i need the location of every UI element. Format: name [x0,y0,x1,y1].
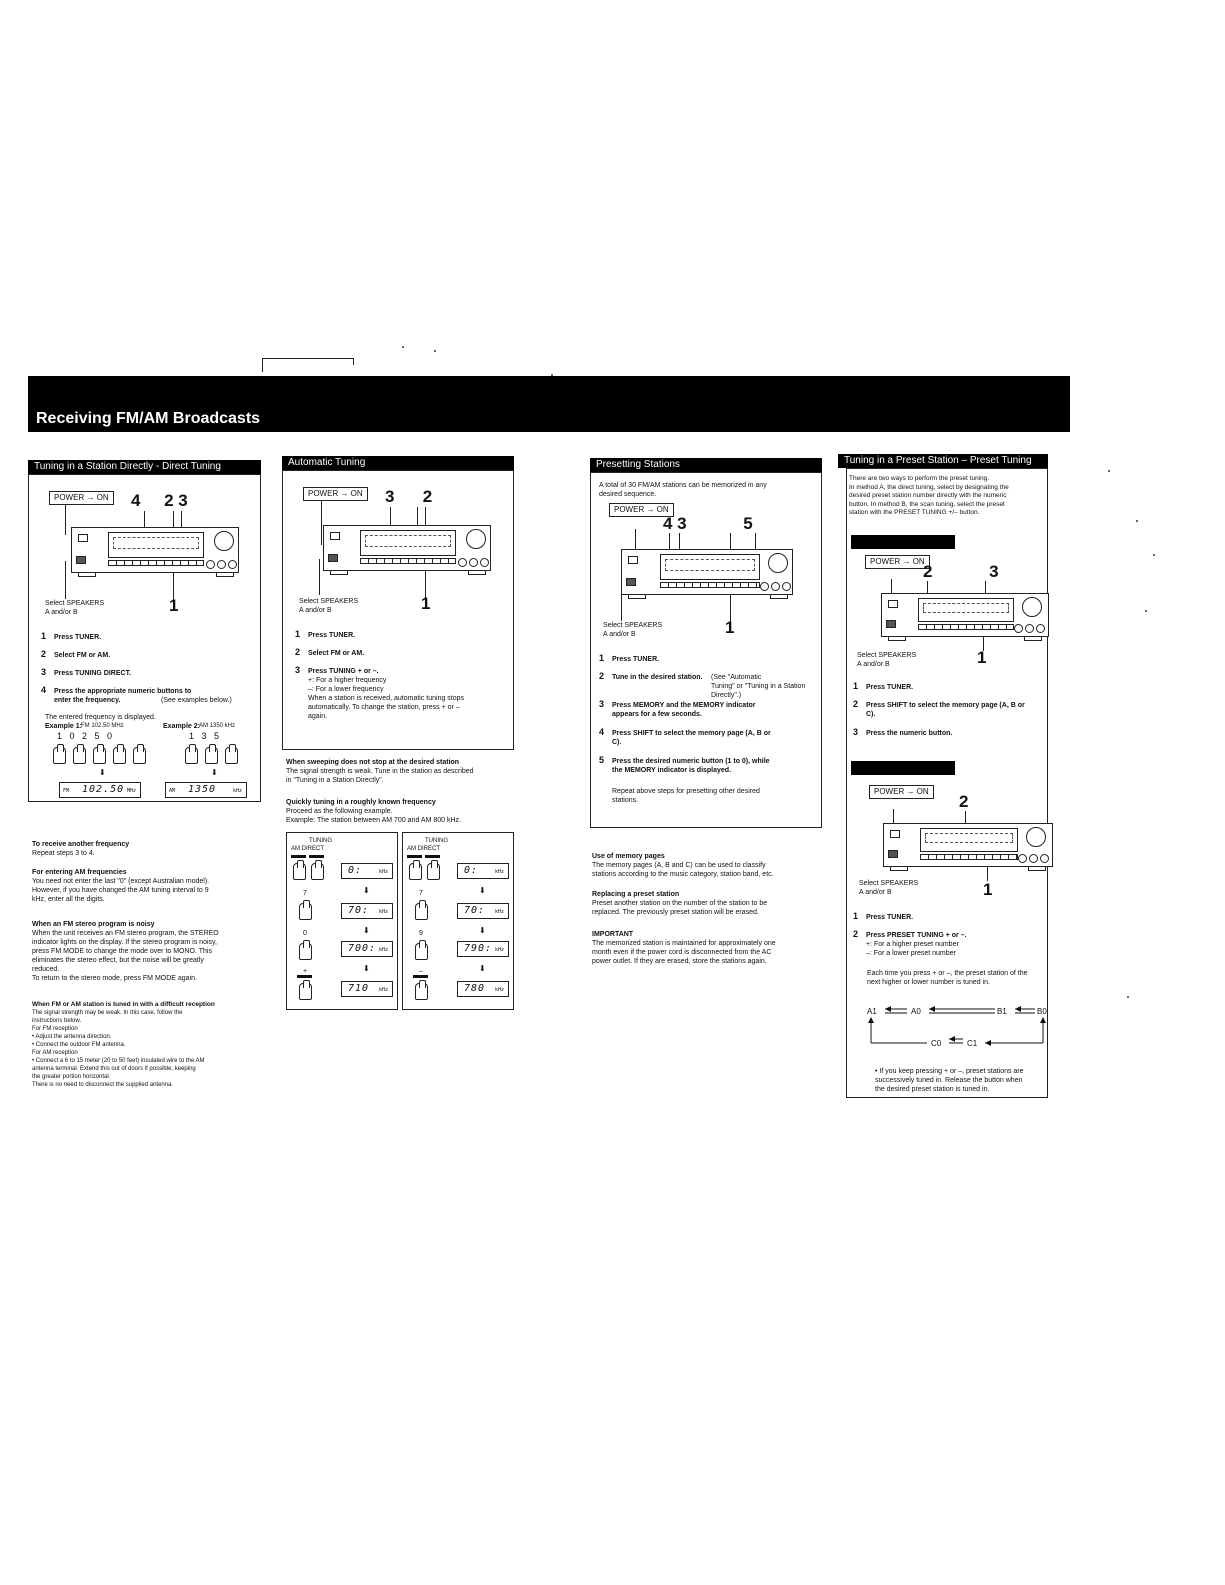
use-text: The memory pages (A, B and C) can be used to classify stations according to the music category, station band, etc. [592,862,774,878]
preset-a0: A0 [911,1007,921,1016]
method-b-step-1: 1 Press TUNER. [853,911,914,921]
tuning-label: TUNING [309,838,332,844]
callout-bottom: 1 [421,594,431,613]
step-3: 3 Press TUNING DIRECT. [41,667,132,677]
preset-panel [590,472,822,828]
leader-line [321,501,322,545]
note-difficult-title: When FM or AM station is tuned in with a difficult reception [32,1001,215,1008]
preset-c1: C1 [967,1039,978,1048]
method-b-speakers-label: Select SPEAKERS A and/or B [859,880,919,896]
receiver-illustration [883,823,1053,867]
example2-display: AM 1350 kHz [165,782,247,798]
example2-digits: 1 3 5 [189,731,220,741]
receiver-illustration [621,549,793,595]
leader-line [319,559,320,595]
finger-icon [113,747,126,764]
page-title: Receiving FM/AM Broadcasts [36,410,261,427]
speakers-label: Select SPEAKERS A and/or B [45,600,105,616]
scan-speck [1108,470,1110,472]
presettune-intro: There are two ways to perform the preset tuning. In method A, the direct tuning, select by designating the desired preset station number directly with the numeric button. In method B, the scan tuning, select the preset station with the PRESET TUNING +/– button. [849,475,1009,516]
finger-icon [415,943,428,960]
important-title: IMPORTANT [592,931,634,938]
auto-heading: Automatic Tuning [282,456,514,470]
scan-speck [434,350,436,352]
preset-b1: B1 [997,1007,1007,1016]
preset-b0: B0 [1037,1007,1047,1016]
finger-icon [311,863,324,880]
arrow-down-icon: ⬇ [99,768,106,777]
preset-intro: A total of 30 FM/AM stations can be memorized in any desired sequence. [599,482,767,498]
power-label: POWER → ON [609,503,674,517]
finger-icon [415,903,428,920]
example1-value: FM 102.50 MHz [81,723,124,729]
key-label: + [303,968,308,975]
arrow-down-icon: ⬇ [363,964,370,973]
note-difficult-text: The signal strength may be weak. In this case, follow the instructions below. For FM reception • Adjust the antenna direction. • Connect the outdoor FM antenna. For AM reception • Connect a 6 to 15 meter (20 to 50 feet) insulated wire to the AM antenna terminal. Extend this out of doors if possible, keeping the greater portion horizontal. There is no need to disconnect the supplied antenna. [32,1010,205,1088]
method-a-callout-bottom: 1 [977,648,987,667]
lcd-display: 70: kHz [341,903,393,919]
note-noisy-title: When an FM stereo program is noisy [32,921,155,928]
finger-icon [73,747,86,764]
power-label: POWER → ON [49,491,114,505]
each-time-note: Each time you press + or –, the preset station of the next higher or lower number is tuned in. [867,970,1028,986]
scan-speck [1136,520,1138,522]
sweep-text: The signal strength is weak. Tune in the station as described in "Tuning in a Station Directly". [286,768,474,784]
key-label: 0 [303,930,307,937]
arrow-down-icon: ⬇ [479,886,486,895]
finger-icon [299,903,312,920]
quick-text: Proceed as the following example. Example: The station between AM 700 and AM 800 kHz. [286,808,461,824]
preset-cycle-diagram [867,1001,1047,1053]
power-label: POWER → ON [869,785,934,799]
callout-bottom: 1 [169,596,179,615]
finger-icon [299,943,312,960]
preset-c0: C0 [931,1039,942,1048]
key-label: 7 [419,890,423,897]
lcd-display: 0: kHz [457,863,509,879]
note-another-title: To receive another frequency [32,841,130,848]
callout-top: 4 2 3 [131,491,188,510]
preset-a1: A1 [867,1007,877,1016]
finger-icon [205,747,218,764]
step-1: 1 Press TUNER. [599,653,660,663]
finger-icon [427,863,440,880]
page-banner [28,376,1070,432]
am-direct-label: AM DIRECT [291,846,324,852]
lcd-display: 0: kHz [341,863,393,879]
direct-heading: Tuning in a Station Directly - Direct Tuning [28,460,261,474]
power-label: POWER → ON [303,487,368,501]
repeat-note: Repeat above steps for presetting other desired stations. [612,788,760,804]
method-b-step-2: 2 Press PRESET TUNING + or –. +: For a higher preset number –: For a lower preset number [853,929,967,957]
lcd-display: 780 kHz [457,981,509,997]
callout-top: 4 3 5 [663,514,753,533]
note-another-text: Repeat steps 3 to 4. [32,850,95,857]
scan-mark [262,358,354,372]
lcd-display: 70: kHz [457,903,509,919]
leader-line [621,583,622,621]
sweep-title: When sweeping does not stop at the desired station [286,759,460,766]
method-a-callout-top: 2 3 [923,562,999,581]
scan-speck [1153,554,1155,556]
method-b-callout-bottom: 1 [983,880,993,899]
power-label: POWER → ON [865,555,930,569]
use-title: Use of memory pages [592,853,665,860]
step-2: 2 Select FM or AM. [295,647,365,657]
step-1: 1 Press TUNER. [295,629,356,639]
arrow-down-icon: ⬇ [479,964,486,973]
step-2: 2 Select FM or AM. [41,649,111,659]
presettune-heading: Tuning in a Preset Station – Preset Tuning [838,454,1048,468]
preset-heading: Presetting Stations [590,458,822,472]
note-noisy-text: When the unit receives an FM stereo program, the STEREO indicator lights on the display. If the stereo program is noisy, press FM MODE to change the mode over to MONO. This eliminates the stereo effect, but the noise will be greatly reduced. To return to the stereo mode, press FM MODE again. [32,930,219,982]
sequence-left [286,832,398,1010]
callout-bottom: 1 [725,618,735,637]
arrow-down-icon: ⬇ [363,886,370,895]
am-direct-label: AM DIRECT [407,846,440,852]
replace-text: Preset another station on the number of the station to be replaced. The previously preset station will be erased. [592,900,768,916]
step-3: 3 Press MEMORY and the MEMORY indicator appears for a few seconds. [599,699,756,718]
method-a-step-1: 1 Press TUNER. [853,681,914,691]
method-b-callout-top: 2 [959,792,969,811]
method-a-step-2: 2 Press SHIFT to select the memory page (A, B or C). [853,699,1025,718]
method-a-bar [851,535,955,549]
speakers-label: Select SPEAKERS A and/or B [603,622,663,638]
method-b-bar [851,761,955,775]
finger-icon [415,983,428,1000]
example2-value: AM 1350 kHz [199,723,236,729]
receiver-illustration [71,527,239,573]
arrow-down-icon: ⬇ [363,926,370,935]
auto-panel [282,470,514,750]
step-2: 2 Tune in the desired station. (See "Automatic Tuning" or "Tuning in a Station Directly".) [599,671,806,699]
presettune-panel [846,468,1048,1098]
key-label: 7 [303,890,307,897]
scan-speck [402,346,404,348]
receiver-illustration [881,593,1049,637]
leader-line [65,561,66,599]
scan-speck [1145,610,1147,612]
finger-icon [409,863,422,880]
replace-title: Replacing a preset station [592,891,680,898]
scan-speck [1127,996,1129,998]
step-4: 4 Press the appropriate numeric buttons to enter the frequency. (See examples below.) [41,685,232,704]
step-4: 4 Press SHIFT to select the memory page (A, B or C). [599,727,771,746]
lcd-display: 710 kHz [341,981,393,997]
callout-top: 3 2 [385,487,433,506]
speakers-label: Select SPEAKERS A and/or B [299,598,359,614]
entered-note: The entered frequency is displayed. [45,714,156,721]
arrow-down-icon: ⬇ [479,926,486,935]
receiver-illustration [323,525,491,571]
method-a-speakers-label: Select SPEAKERS A and/or B [857,652,917,668]
lcd-display: 790: kHz [457,941,509,957]
arrow-down-icon: ⬇ [211,768,218,777]
example1-display: FM 102.50 MHz [59,782,141,798]
method-a-step-3: 3 Press the numeric button. [853,727,953,737]
direct-panel [28,474,261,802]
step-5: 5 Press the desired numeric button (1 to 0), while the MEMORY indicator is displayed. [599,755,770,774]
example1-digits: 1 0 2 5 0 [57,731,113,741]
lcd-display: 700: kHz [341,941,393,957]
note-am-text: You need not enter the last "0" (except Australian model). However, if you have changed the AM tuning interval to 9 kHz, enter all the digits. [32,878,210,903]
finger-icon [293,863,306,880]
step-1: 1 Press TUNER. [41,631,102,641]
note-am-title: For entering AM frequencies [32,869,127,876]
finger-icon [133,747,146,764]
important-text: The memorized station is maintained for approximately one month even if the power cord is disconnected from the AC power outlet. If they are erased, store the stations again. [592,940,776,965]
step-3: 3 Press TUNING + or –. +: For a higher frequency –: For a lower frequency When a station is received, automatic tuning stops automatically. To change the station, press + or – again. [295,665,465,720]
keep-pressing-note: • If you keep pressing + or –, preset stations are successively tuned in. Release the button when the desired preset station is tuned in. [875,1068,1024,1093]
finger-icon [93,747,106,764]
quick-title: Quickly tuning in a roughly known frequency [286,799,436,806]
key-label: 9 [419,930,423,937]
finger-icon [299,983,312,1000]
tuning-label: TUNING [425,838,448,844]
finger-icon [225,747,238,764]
leader-line [65,505,66,535]
example1-title: Example 1: [45,723,82,730]
sequence-right [402,832,514,1010]
key-label: – [419,968,423,975]
finger-icon [53,747,66,764]
cycle-arrows [867,1001,1047,1053]
finger-icon [185,747,198,764]
example2-title: Example 2: [163,723,200,730]
